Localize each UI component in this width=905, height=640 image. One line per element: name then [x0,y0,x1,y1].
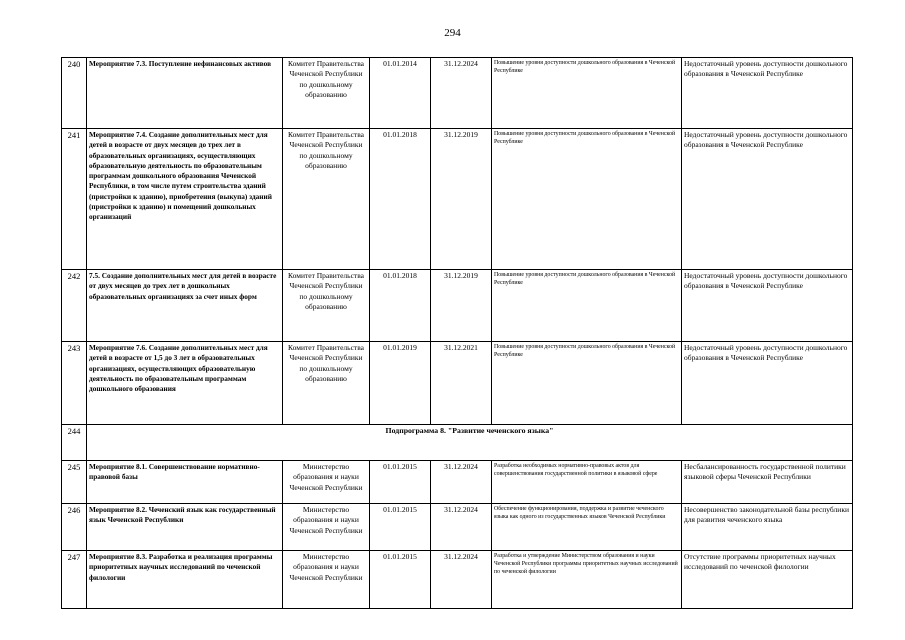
expected-result: Обеспечение функционирования, поддержка и развитие чеченского языка как одного из государственных языков Чеченской Республики [492,504,682,551]
end-date: 31.12.2019 [431,129,492,270]
consequence: Отсутствие программы приоритетных научных исследований по чеченской филологии [682,551,853,609]
start-date: 01.01.2018 [370,270,431,342]
executor: Комитет Правительства Чеченской Республики по дошкольному образованию [283,342,370,425]
table-row [62,270,853,342]
measures-table [61,57,853,609]
end-date: 31.12.2024 [431,551,492,609]
row-number: 241 [62,129,87,270]
measure-name: Мероприятие 7.4. Создание дополнительных мест для детей в возрасте от двух месяцев до трех лет в образовательных организациях, осуществляющих образовательную деятельность по образовательным программам дошкольного образования Чеченской Республики, в том числе путем строительства зданий (пристройки к зданию), приобретения (выкупа) зданий (пристройки к зданию) и помещений дошкольных организаций [87,129,283,270]
expected-result: Повышение уровня доступности дошкольного образования в Чеченской Республике [492,270,682,342]
measure-name: Мероприятие 8.1. Совершенствование нормативно-правовой базы [87,461,283,504]
executor: Министерство образования и науки Чеченской Республики [283,551,370,609]
consequence: Недостаточный уровень доступности дошкольного образования в Чеченской Республике [682,342,853,425]
start-date: 01.01.2019 [370,342,431,425]
table-row [62,342,853,425]
end-date: 31.12.2024 [431,504,492,551]
end-date: 31.12.2021 [431,342,492,425]
measure-name: Мероприятие 7.6. Создание дополнительных мест для детей в возрасте от 1,5 до 3 лет в образовательных организациях, осуществляющих образовательную деятельность по образовательным программам дошкольного образования [87,342,283,425]
consequence: Недостаточный уровень доступности дошкольного образования в Чеченской Республике [682,129,853,270]
table-row [62,129,853,270]
subprogram-row [62,425,853,461]
row-number: 244 [62,425,87,461]
executor: Комитет Правительства Чеченской Республики по дошкольному образованию [283,129,370,270]
row-number: 247 [62,551,87,609]
consequence: Несбалансированность государственной политики языковой сферы Чеченской Республики [682,461,853,504]
table-row [62,58,853,129]
start-date: 01.01.2018 [370,129,431,270]
consequence: Недостаточный уровень доступности дошкольного образования в Чеченской Республике [682,58,853,129]
expected-result: Повышение уровня доступности дошкольного образования в Чеченской Республике [492,58,682,129]
start-date: 01.01.2015 [370,461,431,504]
row-number: 246 [62,504,87,551]
end-date: 31.12.2024 [431,58,492,129]
subprogram-title: Подпрограмма 8. "Развитие чеченского языка" [87,425,853,461]
page-number: 294 [444,27,461,39]
measure-name: 7.5. Создание дополнительных мест для детей в возрасте от двух месяцев до трех лет в дошкольных образовательных организациях за счет иных форм [87,270,283,342]
expected-result: Разработка и утверждение Министерством образования и науки Чеченской Республики программы приоритетных научных исследований по чеченской филологии [492,551,682,609]
expected-result: Повышение уровня доступности дошкольного образования в Чеченской Республике [492,129,682,270]
executor: Министерство образования и науки Чеченской Республики [283,504,370,551]
executor: Министерство образования и науки Чеченской Республики [283,461,370,504]
executor: Комитет Правительства Чеченской Республики по дошкольному образованию [283,270,370,342]
expected-result: Повышение уровня доступности дошкольного образования в Чеченской Республике [492,342,682,425]
table-row [62,551,853,609]
table-row [62,461,853,504]
start-date: 01.01.2015 [370,551,431,609]
expected-result: Разработка необходимых нормативно-правовых актов для совершенствования государственной политики в языковой сфере [492,461,682,504]
row-number: 245 [62,461,87,504]
row-number: 242 [62,270,87,342]
start-date: 01.01.2014 [370,58,431,129]
table-row [62,504,853,551]
row-number: 243 [62,342,87,425]
start-date: 01.01.2015 [370,504,431,551]
end-date: 31.12.2019 [431,270,492,342]
end-date: 31.12.2024 [431,461,492,504]
consequence: Недостаточный уровень доступности дошкольного образования в Чеченской Республике [682,270,853,342]
measure-name: Мероприятие 8.2. Чеченский язык как государственный язык Чеченской Республики [87,504,283,551]
executor: Комитет Правительства Чеченской Республики по дошкольному образованию [283,58,370,129]
consequence: Несовершенство законодательной базы республики для развития чеченского языка [682,504,853,551]
measure-name: Мероприятие 7.3. Поступление нефинансовых активов [87,58,283,129]
row-number: 240 [62,58,87,129]
measure-name: Мероприятие 8.3. Разработка и реализация программы приоритетных научных исследований по чеченской филологии [87,551,283,609]
